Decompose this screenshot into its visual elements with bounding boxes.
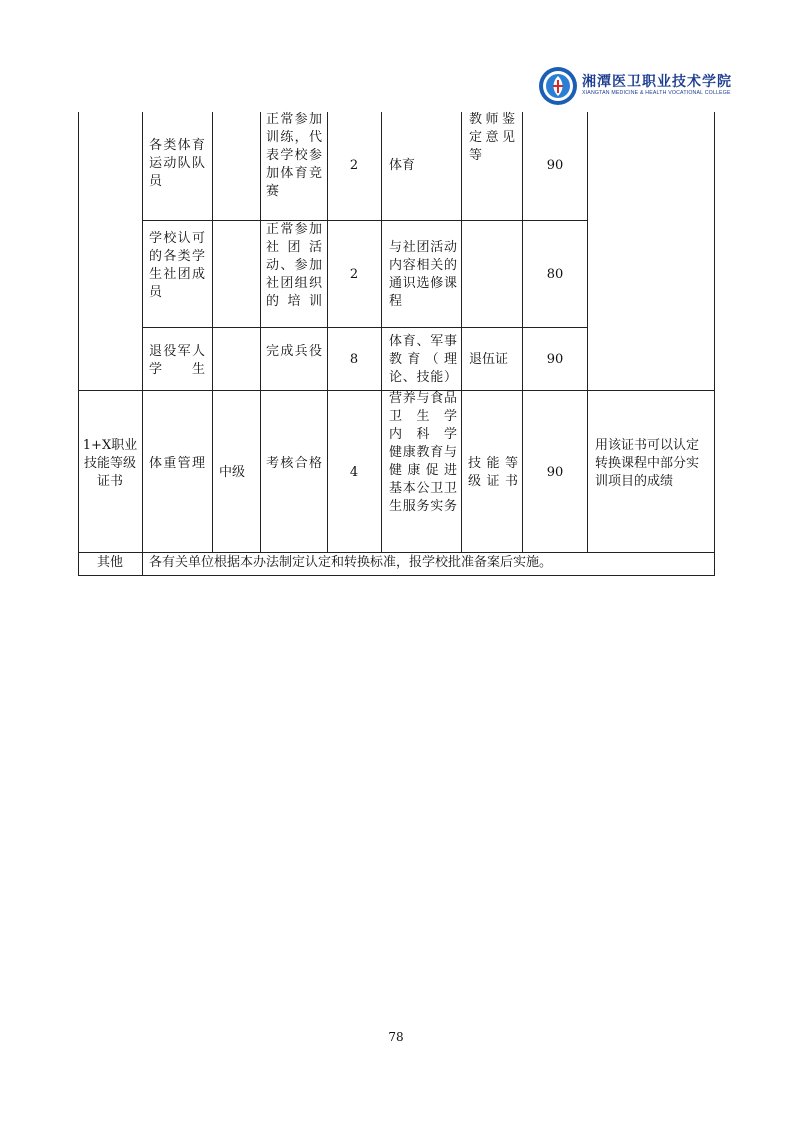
- cell-course-weight-management: 营养与食品卫生学 内科学 健康教育与健康促进 基本公卫卫生服务实务: [389, 391, 457, 514]
- cell-score-sports-team: 90: [546, 158, 564, 173]
- cell-course-sports-team: 体育: [389, 158, 416, 173]
- cell-course-student-club: 与社团活动内容相关的通识选修课程: [389, 240, 457, 309]
- cell-course-veteran: 体育、军事教育（理论、技能）: [389, 334, 457, 385]
- cell-credit-sports-team: 2: [349, 158, 359, 173]
- cell-item-student-club: 学校认可的各类学生社团成员: [149, 231, 205, 300]
- cell-score-weight-management: 90: [546, 465, 564, 480]
- cell-score-veteran: 90: [546, 352, 564, 367]
- cell-requirement-sports-team: 正常参加训练，代表学校参加体育竞赛: [266, 112, 322, 199]
- cell-other-label: 其他: [96, 555, 123, 570]
- cell-level-weight-management: 中级: [219, 465, 246, 480]
- cell-credit-veteran: 8: [349, 352, 359, 367]
- cell-requirement-student-club: 正常参加社团活动、参加社团组织的培训: [266, 222, 322, 309]
- cell-item-weight-management: 体重管理: [149, 456, 205, 471]
- cell-evidence-sports-team: 教师鉴定意见等: [469, 112, 515, 163]
- cell-evidence-weight-management: 技能等级证书: [468, 456, 518, 489]
- cell-note-weight-management: 用该证书可以认定转换课程中部分实训项目的成绩: [595, 438, 700, 489]
- cell-other-text: 各有关单位根据本办法制定认定和转换标准，报学校批准备案后实施。: [149, 555, 553, 570]
- cell-credit-weight-management: 4: [349, 465, 359, 480]
- cell-requirement-veteran: 完成兵役: [266, 344, 322, 359]
- cell-category-1x-certificate: 1+X职业技能等级证书: [82, 438, 138, 489]
- school-name-cn: 湘潭医卫职业技术学院: [582, 74, 732, 90]
- cell-item-sports-team: 各类体育运动队队员: [149, 138, 205, 189]
- cell-requirement-weight-management: 考核合格: [266, 456, 322, 471]
- cell-item-veteran: 退役军人学生: [149, 344, 205, 377]
- school-name-en: XIANGTAN MEDICINE & HEALTH VOCATIONAL COLLEGE: [582, 90, 731, 96]
- cell-score-student-club: 80: [546, 267, 564, 282]
- cell-credit-student-club: 2: [349, 267, 359, 282]
- cell-evidence-veteran: 退伍证: [469, 352, 509, 367]
- page-number: 78: [388, 1030, 404, 1044]
